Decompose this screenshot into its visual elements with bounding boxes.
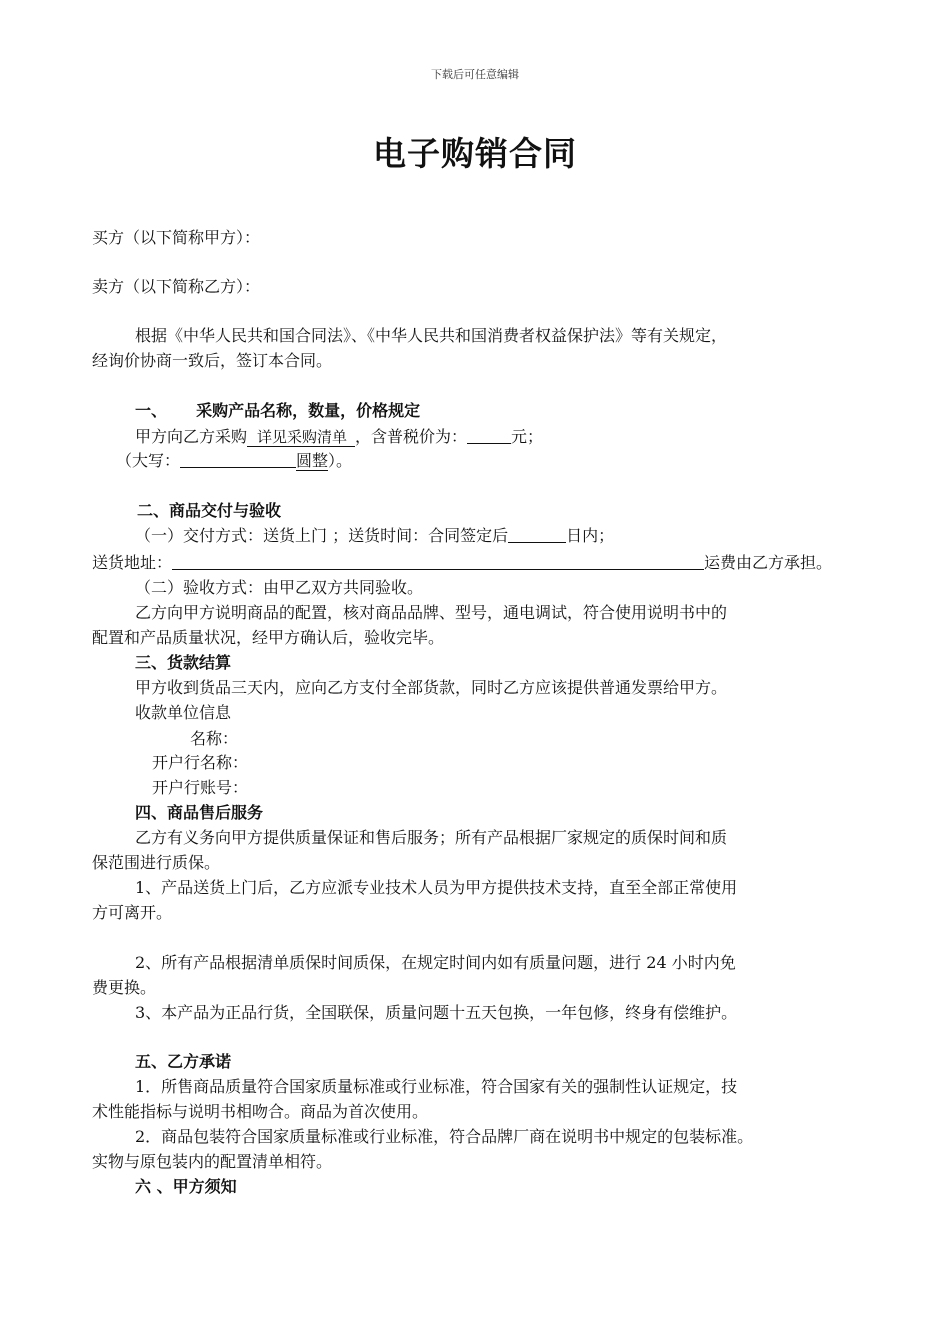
purchase-item: 详见采购清单 [247,428,355,447]
bank-account-label: 开户行账号： [152,778,249,797]
delivery-prefix: （一）交付方式：送货上门 ；送货时间：合同签定后 [135,526,509,545]
section5-item2-line-1: 2．商品包装符合国家质量标准或行业标准，符合品牌厂商在说明书中规定的包装标准。 [135,1127,754,1146]
delivery-line [135,526,614,546]
acceptance-line: （二）验收方式：由甲乙双方共同验收。 [135,578,424,597]
section4-item2-line-1: 2、所有产品根据清单质保时间质保，在规定时间内如有质量问题，进行 24 小时内免 [135,953,736,972]
daxie-prefix: （大写： [116,451,181,470]
price-blank [467,427,511,444]
address-blank [172,553,704,570]
payee-info: 收款单位信息 [135,703,232,722]
buyer-label: 买方（以下简称甲方）： [92,228,261,247]
daxie-unit: 圆整 [296,451,329,470]
intro-line-1: 根据《中华人民共和国合同法》、《中华人民共和国消费者权益保护法》等有关规定， [135,326,728,345]
section4-item3: 3、本产品为正品行货，全国联保，质量问题十五天包换，一年包修，终身有偿维护。 [135,1003,738,1022]
delivery-days-blank [508,526,566,543]
delivery-suffix: 日内； [566,526,615,545]
section3-heading: 三、货款结算 [135,653,232,672]
purchase-line [135,427,543,447]
section5-item2-line-2: 实物与原包装内的配置清单相符。 [92,1152,333,1171]
section6-heading: 六 、甲方须知 [135,1177,237,1196]
section5-item1-line-2: 术性能指标与说明书相吻合。商品为首次使用。 [92,1102,429,1121]
header-note: 下载后可任意编辑 [431,68,519,81]
section1-heading-num: 一、 [135,401,168,420]
section4-para-line-2: 保范围进行质保。 [92,853,221,872]
section5-heading: 五、乙方承诺 [135,1052,232,1071]
daxie-blank [180,451,296,468]
section2-para-line-2: 配置和产品质量状况，经甲方确认后，验收完毕。 [92,628,445,647]
daxie-suffix: ）。 [328,451,353,470]
section4-heading: 四、商品售后服务 [135,803,264,822]
address-suffix: 运费由乙方承担。 [704,553,833,572]
section1-heading [135,401,420,421]
daxie-line [116,451,352,471]
section5-item1-line-1: 1．所售商品质量符合国家质量标准或行业标准，符合国家有关的强制性认证规定，技 [135,1077,738,1096]
section4-item1-line-2: 方可离开。 [92,903,173,922]
payee-name-label: 名称： [190,729,239,748]
bank-name-label: 开户行名称： [152,753,249,772]
address-line [92,553,832,573]
section1-heading-text: 采购产品名称，数量，价格规定 [196,401,421,420]
section2-heading: 二、商品交付与验收 [137,501,282,520]
purchase-prefix: 甲方向乙方采购 [135,427,248,446]
section4-para-line-1: 乙方有义务向甲方提供质量保证和售后服务；所有产品根据厂家规定的质保时间和质 [135,828,728,847]
price-prefix: ，含普税价为： [355,427,468,446]
price-unit: 元； [511,427,544,446]
section2-para-line-1: 乙方向甲方说明商品的配置，核对商品品牌、型号，通电调试，符合使用说明书中的 [135,603,728,622]
seller-label: 卖方（以下简称乙方）： [92,277,261,296]
address-prefix: 送货地址： [92,553,173,572]
section4-item1-line-1: 1、产品送货上门后，乙方应派专业技术人员为甲方提供技术支持，直至全部正常使用 [135,878,738,897]
intro-line-2: 经询价协商一致后，签订本合同。 [92,351,333,370]
section4-item2-line-2: 费更换。 [92,978,157,997]
section3-para: 甲方收到货品三天内，应向乙方支付全部货款，同时乙方应该提供普通发票给甲方。 [135,678,728,697]
page-title: 电子购销合同 [373,134,577,173]
